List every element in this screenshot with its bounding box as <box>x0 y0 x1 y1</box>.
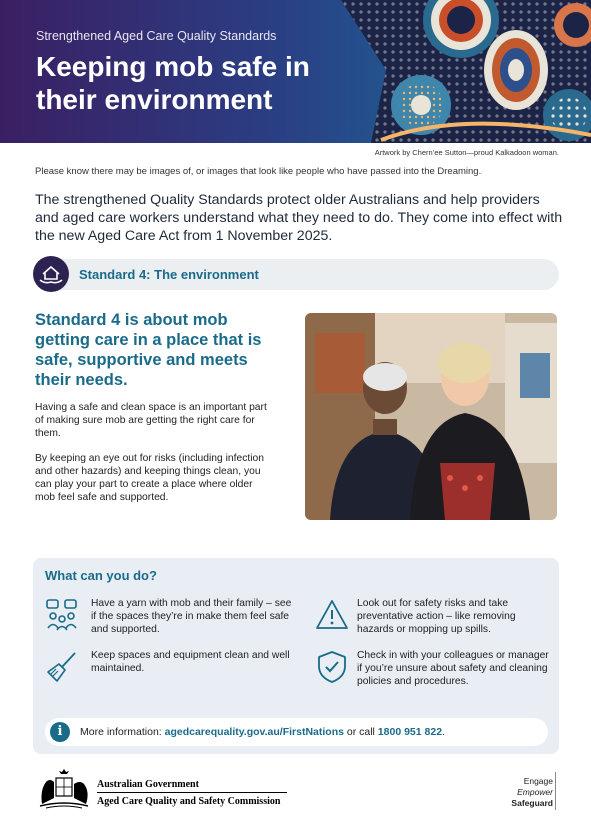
intro-paragraph: The strengthened Quality Standards protect older Australians and help providers and aged care workers understand what they need to do. They come into effect with the new Aged Care Act from 1 November 2025. <box>35 192 563 244</box>
tip-text-3: Keep spaces and equipment clean and well maintained. <box>91 650 290 674</box>
cultural-notice: Please know there may be images of, or images that look like people who have passed into the Dreaming. <box>35 166 482 177</box>
tip-text-2: Look out for safety risks and take preventative action – like removing hazards or mopping up spills. <box>357 598 516 635</box>
tagline-engage: Engage <box>523 776 553 786</box>
footer-divider <box>97 792 287 793</box>
panel-title: What can you do? <box>45 568 157 583</box>
australian-coat-of-arms-logo <box>36 768 92 810</box>
info-icon: i <box>50 722 70 742</box>
tagline-empower: Empower <box>517 787 553 797</box>
header-banner <box>0 0 591 143</box>
more-info-suffix: . <box>442 726 445 738</box>
page-title: Keeping mob safe in their environment <box>36 51 310 115</box>
government-name: Australian Government <box>97 779 199 790</box>
website-link[interactable]: agedcarequality.gov.au/FirstNations <box>164 726 344 738</box>
body-paragraph-2: By keeping an eye out for risks (including infection and other hazards) and keeping things clean, you can play your part to create a place where older mob feel safe and supported. <box>35 453 264 503</box>
photo-two-people <box>305 313 557 520</box>
standard-title: Standard 4: The environment <box>79 267 259 282</box>
artwork-caption: Artwork by Chern’ee Sutton—proud Kalkadoon woman. <box>374 148 559 157</box>
standard-lead: Standard 4 is about mob getting care in a place that is safe, supportive and meets their needs. <box>35 311 262 389</box>
house-hands-icon <box>33 256 69 292</box>
speech-bubbles-people-icon <box>45 598 79 632</box>
agency-name: Aged Care Quality and Safety Commission <box>97 796 281 807</box>
warning-triangle-icon <box>315 598 349 632</box>
more-info-text <box>80 726 445 738</box>
tip-text-1: Have a yarn with mob and their family – see if the spaces they’re in make them feel safe and supported. <box>91 598 292 635</box>
more-info-prefix: More information: <box>80 726 165 738</box>
body-paragraph-1: Having a safe and clean space is an important part of making sure mob are getting the right care for them. <box>35 402 267 439</box>
tagline-divider <box>555 772 556 810</box>
broom-icon <box>45 650 79 684</box>
aboriginal-artwork-image <box>341 0 591 143</box>
shield-check-icon <box>315 650 349 684</box>
more-info-middle: or call <box>343 726 378 738</box>
tagline-safeguard: Safeguard <box>511 798 553 808</box>
tip-text-4: Check in with your colleagues or manager if you’re unsure about safety and cleaning policies and procedures. <box>357 650 549 687</box>
header-kicker: Strengthened Aged Care Quality Standards <box>36 29 277 43</box>
phone-link[interactable]: 1800 951 822 <box>377 726 443 738</box>
